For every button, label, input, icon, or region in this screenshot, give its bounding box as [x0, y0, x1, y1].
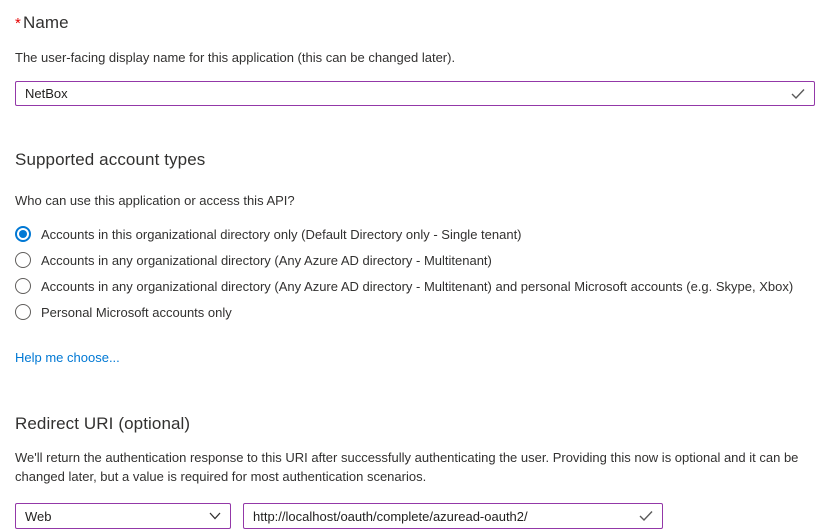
- radio-option-label: Personal Microsoft accounts only: [41, 304, 232, 320]
- platform-select[interactable]: [15, 503, 231, 529]
- redirect-uri-input-container: [243, 503, 663, 529]
- account-types-question: Who can use this application or access this API?: [15, 193, 295, 208]
- account-types-section-title: Supported account types: [15, 150, 206, 169]
- redirect-uri-description: We'll return the authentication response to this URI after successfully authenticating the user. Providing this now is optional and it can be changed later, but a value is required for most authentication scenarios.: [15, 450, 799, 484]
- radio-option-label: Accounts in this organizational directory only (Default Directory only - Single tenant): [41, 226, 522, 242]
- name-section-title: [15, 13, 814, 33]
- redirect-uri-input[interactable]: [244, 504, 662, 528]
- redirect-uri-row: [15, 503, 814, 529]
- radio-option-label: Accounts in any organizational directory (Any Azure AD directory - Multitenant): [41, 252, 492, 268]
- required-marker: *: [15, 15, 21, 32]
- account-types-radio-group: [15, 221, 814, 325]
- radio-icon: [15, 304, 31, 320]
- name-input[interactable]: [16, 82, 814, 105]
- radio-option-label: Accounts in any organizational directory (Any Azure AD directory - Multitenant) and personal Microsoft accounts (e.g. Skype, Xbox): [41, 278, 794, 294]
- radio-option-personal-only[interactable]: [15, 299, 814, 325]
- radio-icon: [15, 278, 31, 294]
- platform-select-value: Web: [25, 508, 52, 524]
- radio-option-multitenant-personal[interactable]: [15, 273, 814, 299]
- radio-option-multitenant[interactable]: [15, 247, 814, 273]
- name-description: The user-facing display name for this application (this can be changed later).: [15, 50, 456, 65]
- name-input-container: [15, 81, 815, 106]
- radio-option-single-tenant[interactable]: [15, 221, 814, 247]
- help-me-choose-link[interactable]: Help me choose...: [15, 350, 120, 365]
- radio-icon: [15, 226, 31, 242]
- name-title-text: Name: [22, 13, 69, 32]
- chevron-down-icon: [209, 512, 221, 520]
- radio-icon: [15, 252, 31, 268]
- redirect-uri-section-title: Redirect URI (optional): [15, 414, 191, 433]
